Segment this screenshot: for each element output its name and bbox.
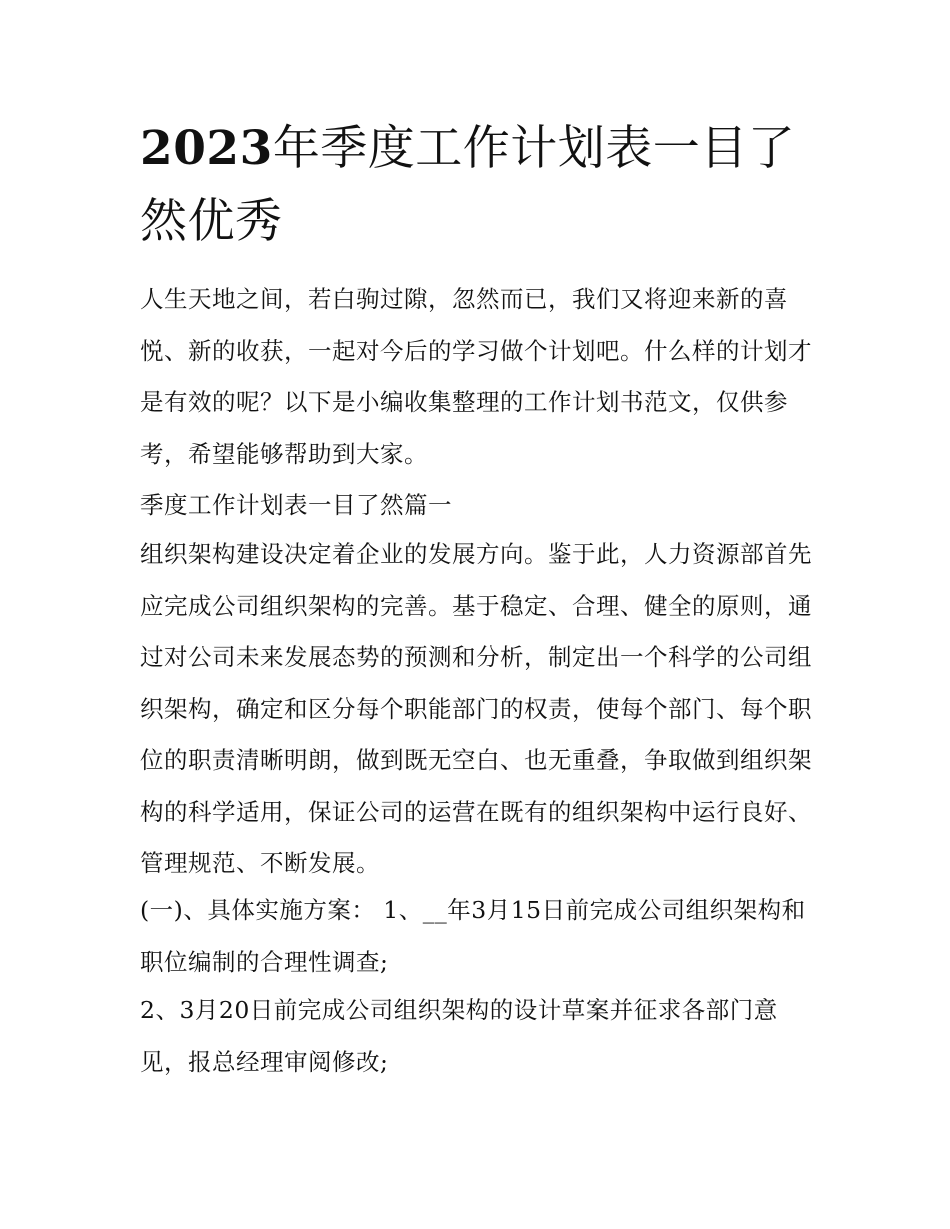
document-title [140, 112, 820, 258]
section-heading: 季度工作计划表一目了然篇一 [140, 491, 452, 519]
intro-paragraph: 人生天地之间，若白驹过隙，忽然而已，我们又将迎来新的喜悦、新的收获，一起对今后的学习做个计划吧。什么样的计划才是有效的呢？以下是小编收集整理的工作计划书范文，仅供参考，希望能够帮助到大家。 [140, 285, 812, 468]
plan-item-2: 2、3月20日前完成公司组织架构的设计草案并征求各部门意见，报总经理审阅修改; [140, 996, 778, 1076]
title-year: 2023 [140, 121, 273, 176]
title-text: 年季度工作计划表一目了然优秀 [140, 121, 796, 249]
plan-item-1: (一)、具体实施方案： 1、__年3月15日前完成公司组织架构和职位编制的合理性调查; [140, 896, 806, 976]
body-paragraph: 组织架构建设决定着企业的发展方向。鉴于此，人力资源部首先应完成公司组织架构的完善。基于稳定、合理、健全的原则，通过对公司未来发展态势的预测和分析，制定出一个科学的公司组织架构，确定和区分每个职能部门的权责，使每个部门、每个职位的职责清晰明朗，做到既无空白、也无重叠，争取做到组织架构的科学适用，保证公司的运营在既有的组织架构中运行良好、管理规范、不断发展。 [140, 540, 812, 877]
